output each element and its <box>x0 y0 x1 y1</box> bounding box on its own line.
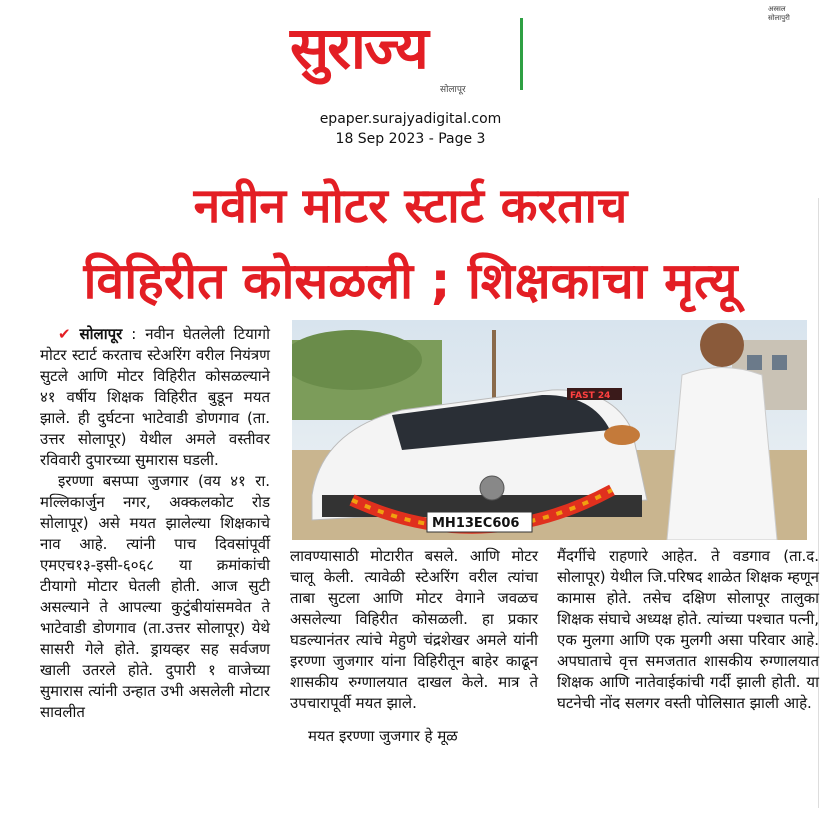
article-text: : नवीन घेतलेली टियागो मोटर स्टार्ट करताच स्टेअरिंग वरील नियंत्रण सुटले आणि मोटर विहिरीत कोसळल्याने ४१ वर्षीय शिक्षक विहिरीत बुडून मयत झाले. ही दुर्घटना भाटेवाडी डोणगाव (ता. उत्तर सोलापूर) येथील अमले वस्तीवर रविवारी दुपारच्या सुमारास घडली. <box>40 325 270 469</box>
car-photo-illustration <box>292 320 807 540</box>
article-photo <box>292 320 807 540</box>
license-plate: MH13EC606 <box>432 516 520 531</box>
masthead-tagline: अस्सल सोलापुरी <box>768 5 790 22</box>
article-paragraph: मयत इरण्णा जुजगार हे मूळ <box>308 727 458 745</box>
source-url[interactable]: epaper.surajyadigital.com <box>319 111 502 127</box>
logo-accent-bar <box>520 18 523 90</box>
page-divider <box>818 198 819 808</box>
newspaper-logo: सुराज्य <box>290 14 427 82</box>
check-mark-icon: ✔ <box>58 325 71 343</box>
article-dateline: सोलापूर <box>79 325 123 343</box>
headline-line-2: विहिरीत कोसळली ; शिक्षकाचा मृत्यू <box>83 252 738 310</box>
article-column-2 <box>290 546 538 747</box>
article-paragraph <box>40 324 270 471</box>
article-paragraph: इरण्णा बसप्पा जुजगार (वय ४१ रा. मल्लिकार्जुन नगर, अक्कलकोट रोड सोलापूर) असे मयत झालेल्या शिक्षकाचे नाव आहे. त्यांनी पाच दिवसांपूर्वी एमएच१३-इसी-६०६८ या क्रमांकांची टीयागो मोटार घेतली होती. आज सुटी असल्याने ते आपल्या कुटुंबीयांसमवेत ते भाटेवाडी डोणगाव (ता.उत्तर सोलापूर) येथे सासरी गेले होते. ड्रायव्हर सह सर्वजण खाली उतरले होते. दुपारी १ वाजेच्या सुमारास त्यांनी उन्हात उभी असलेली मोटार सावलीत <box>40 472 270 721</box>
masthead-city: सोलापूर <box>440 85 466 95</box>
article-column-3 <box>557 546 819 714</box>
source-date-page: 18 Sep 2023 - Page 3 <box>335 131 486 147</box>
windshield-sticker: FAST 24 <box>570 391 611 401</box>
headline-line-1: नवीन मोटर स्टार्ट करताच <box>193 178 628 234</box>
article-paragraph: मैंदर्गीचे राहणारे आहेत. ते वडगाव (ता.द. सोलापूर) येथील जि.परिषद शाळेत शिक्षक म्हणून कामास होते. तसेच दक्षिण सोलापूर तालुका शिक्षक संघाचे अध्यक्ष होते. त्यांच्या पश्चात पत्नी, एक मुलगा आणि एक मुलगी असा परिवार आहे. अपघाताचे वृत्त समजतात शासकीय रुग्णालयात शिक्षक आणि नातेवाईकांची गर्दी झाली होती. या घटनेची नोंद सलगर वस्ती पोलिसात झाली आहे. <box>557 547 819 712</box>
article-column-1 <box>40 324 270 723</box>
masthead <box>290 2 790 102</box>
article-paragraph: लावण्यासाठी मोटारीत बसले. आणि मोटर चालू केली. त्यावेळी स्टेअरिंग वरील त्यांचा ताबा सुटला आणि मोटर वेगाने जवळच असलेल्या विहिरीत कोसळली. हा प्रकार घडल्यानंतर त्यांचे मेहुणे चंद्रशेखर अमले यांनी इरण्णा जुजगार यांना विहिरीतून बाहेर काढून शासकीय रुग्णालयात दाखल केले. मात्र ते उपचारापूर्वी मयत झाले. <box>290 547 538 712</box>
